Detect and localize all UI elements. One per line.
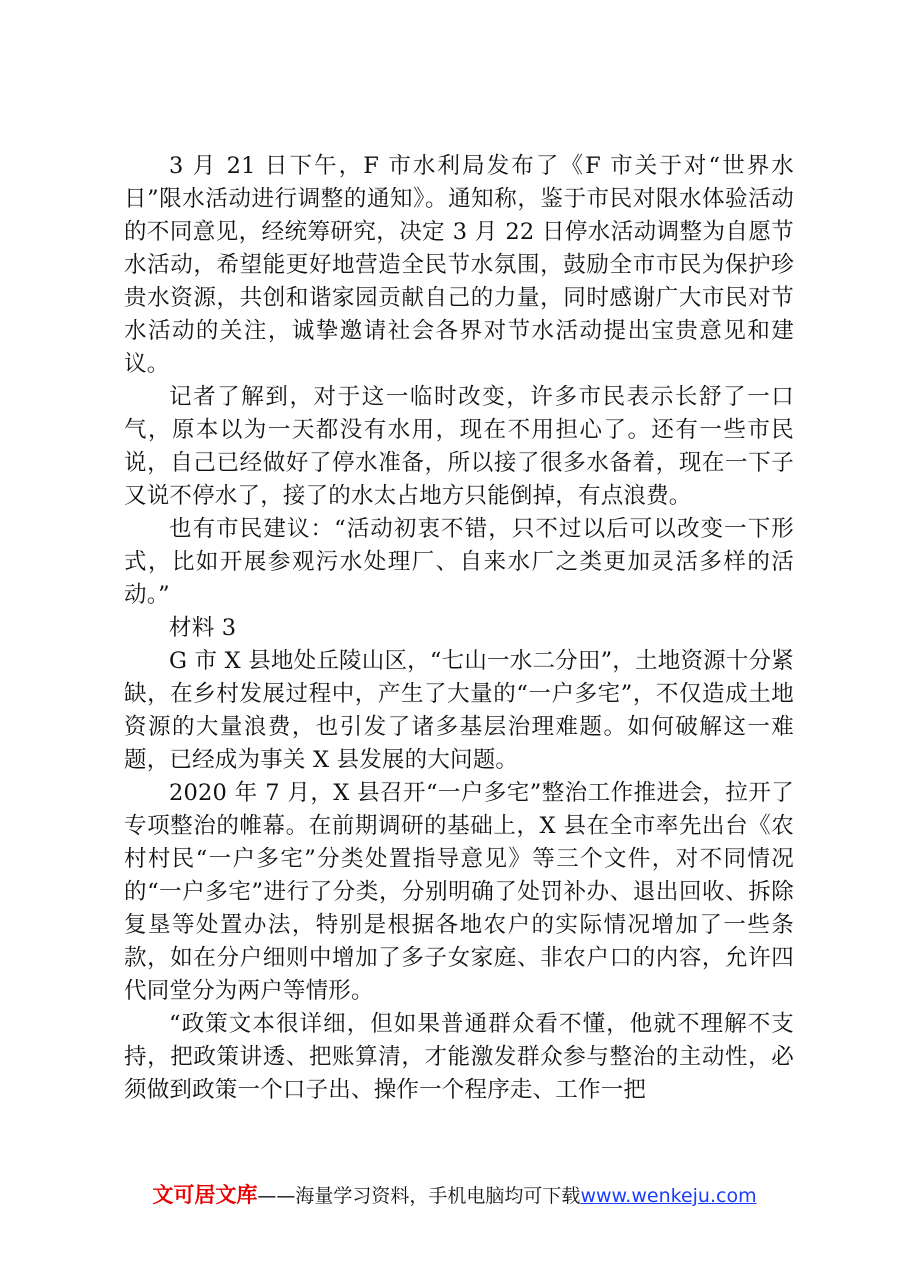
paragraph: 3 月 21 日下午，F 市水利局发布了《F 市关于对“世界水日”限水活动进行调整的通知》。通知称，鉴于市民对限水体验活动的不同意见，经统筹研究，决定 3 月 22 日停水活动调整为自愿节水活动，希望能更好地营造全民节水氛围，鼓励全市市民为保护珍贵水资源，共创和谐家园贡献自己的力量，同时感谢广大市民对节水活动的关注，诚挚邀请社会各界对节水活动提出宝贵意见和建议。 [124,153,794,377]
paragraph: 2020 年 7 月，X 县召开“一户多宅”整治工作推进会，拉开了专项整治的帷幕。在前期调研的基础上，X 县在全市率先出台《农村村民“一户多宅”分类处置指导意见》等三个文件，对不同情况的“一户多宅”进行了分类，分别明确了处罚补办、退出回收、拆除复垦等处置办法，特别是根据各地农户的实际情况增加了一些条款，如在分户细则中增加了多子女家庭、非农户口的内容，允许四代同堂分为两户等情形。 [124,780,794,1004]
section-heading: 材料 3 [169,615,237,641]
paragraph: 也有市民建议：“活动初衷不错，只不过以后可以改变一下形式，比如开展参观污水处理厂、自来水厂之类更加灵活多样的活动。” [124,516,794,608]
footer-link[interactable]: www.wenkeju.com [580,1185,757,1207]
document-body [124,150,794,1107]
footer-brand: 文可居文库 [152,1183,258,1207]
paragraph: “政策文本很详细，但如果普通群众看不懂，他就不理解不支持，把政策讲透、把账算清，才能激发群众参与整治的主动性，必须做到政策一个口子出、操作一个程序走、工作一把 [124,1011,794,1103]
footer-banner [0,1181,909,1210]
paragraph: G 市 X 县地处丘陵山区，“七山一水二分田”，土地资源十分紧缺，在乡村发展过程中，产生了大量的“一户多宅”，不仅造成土地资源的大量浪费，也引发了诸多基层治理难题。如何破解这一难题，已经成为事关 X 县发展的大问题。 [124,648,794,773]
paragraph: 记者了解到，对于这一临时改变，许多市民表示长舒了一口气，原本以为一天都没有水用，现在不用担心了。还有一些市民说，自己已经做好了停水准备，所以接了很多水备着，现在一下子又说不停水了，接了的水太占地方只能倒掉，有点浪费。 [124,384,794,509]
footer-slogan: ——海量学习资料，手机电脑均可下载 [257,1185,581,1207]
